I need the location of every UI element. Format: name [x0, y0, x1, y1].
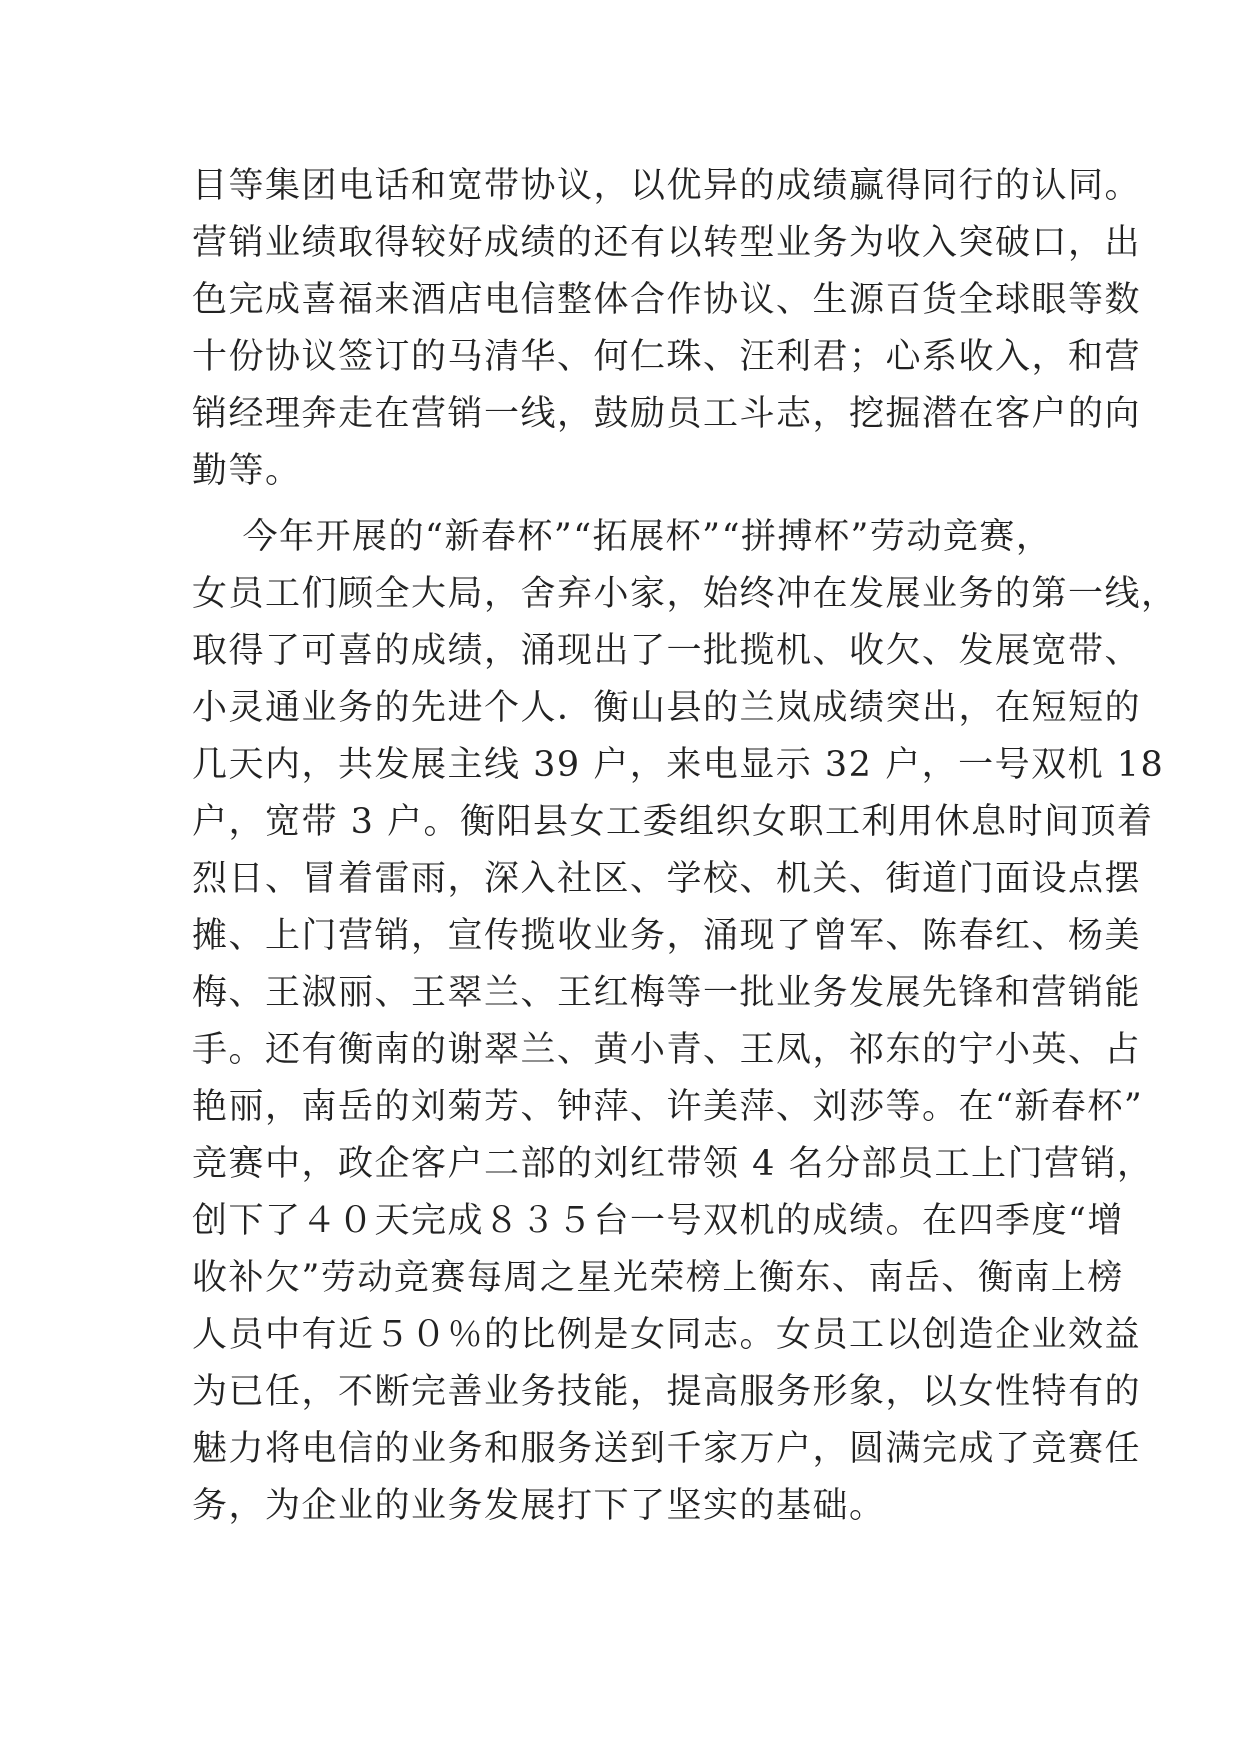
text-line: 目等集团电话和宽带协议，以优异的成绩赢得同行的认同。 — [192, 166, 1142, 206]
text-line: 十份协议签订的马清华、何仁珠、汪利君；心系收入，和营 — [192, 337, 1142, 377]
text-line: 销经理奔走在营销一线，鼓励员工斗志，挖掘潜在客户的向 — [192, 394, 1142, 434]
text-line: 勤等。 — [192, 451, 302, 491]
text-line: 为已任，不断完善业务技能，提高服务形象，以女性特有的 — [192, 1372, 1142, 1412]
paragraph-1 — [192, 158, 1142, 500]
text-line: 烈日、冒着雷雨，深入社区、学校、机关、街道门面设点摆 — [192, 859, 1142, 899]
paragraph-spacer — [192, 500, 1072, 509]
paragraph-2 — [192, 509, 1178, 1535]
text-line: 艳丽，南岳的刘菊芳、钟萍、许美萍、刘莎等。在“新春杯” — [192, 1087, 1144, 1127]
text-line: 梅、王淑丽、王翠兰、王红梅等一批业务发展先锋和营销能 — [192, 973, 1142, 1013]
text-line: 营销业绩取得较好成绩的还有以转型业务为收入突破口，出 — [192, 223, 1142, 263]
text-line: 收补欠”劳动竞赛每周之星光荣榜上衡东、南岳、衡南上榜 — [192, 1258, 1124, 1298]
text-line: 人员中有近５０％的比例是女同志。女员工以创造企业效益 — [192, 1315, 1142, 1355]
text-line: 今年开展的“新春杯”“拓展杯”“拼搏杯”劳动竞赛， — [192, 517, 1053, 557]
text-line: 户，宽带 3 户。衡阳县女工委组织女职工利用休息时间顶着 — [192, 802, 1154, 842]
text-line: 小灵通业务的先进个人．衡山县的兰岚成绩突出，在短短的 — [192, 688, 1142, 728]
text-line: 手。还有衡南的谢翠兰、黄小青、王凤，祁东的宁小英、占 — [192, 1030, 1142, 1070]
text-line: 摊、上门营销，宣传揽收业务，涌现了曾军、陈春红、杨美 — [192, 916, 1142, 956]
body-text — [192, 158, 1178, 1535]
text-line: 女员工们顾全大局，舍弃小家，始终冲在发展业务的第一线， — [192, 574, 1178, 614]
text-line: 创下了４０天完成８３５台一号双机的成绩。在四季度“增 — [192, 1201, 1124, 1241]
text-line: 务，为企业的业务发展打下了坚实的基础。 — [192, 1486, 886, 1526]
text-line: 魅力将电信的业务和服务送到千家万户，圆满完成了竞赛任 — [192, 1429, 1142, 1469]
text-line: 几天内，共发展主线 39 户，来电显示 32 户，一号双机 18 — [192, 745, 1165, 785]
text-line: 竞赛中，政企客户二部的刘红带领 4 名分部员工上门营销， — [192, 1144, 1154, 1184]
text-line: 色完成喜福来酒店电信整体合作协议、生源百货全球眼等数 — [192, 280, 1142, 320]
text-line: 取得了可喜的成绩，涌现出了一批揽机、收欠、发展宽带、 — [192, 631, 1142, 671]
